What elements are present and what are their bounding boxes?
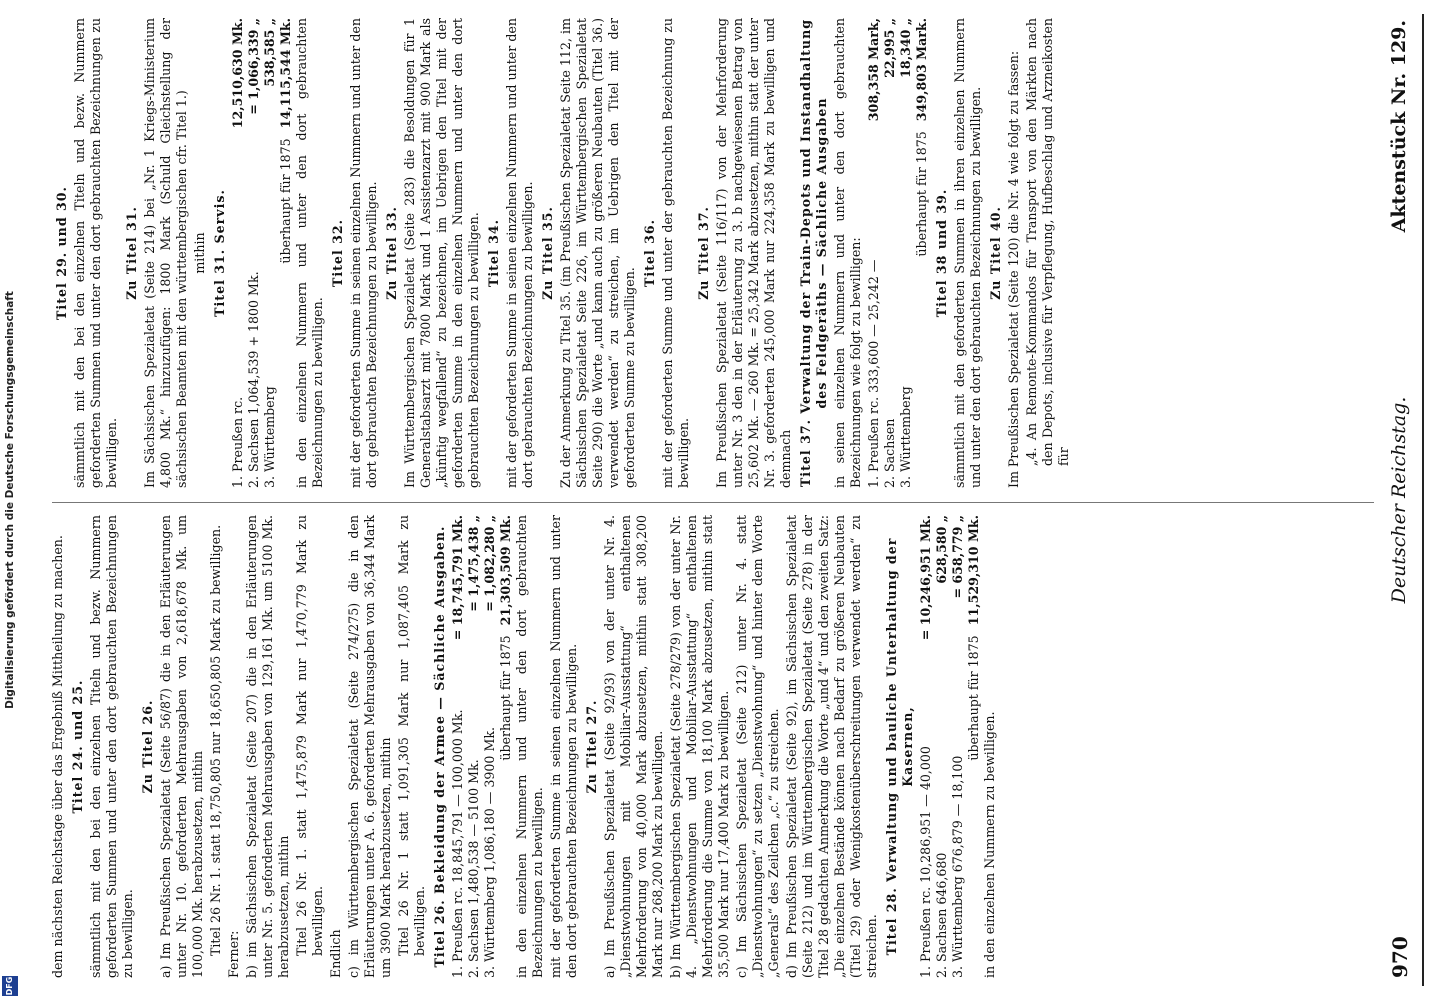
sum-row: 3. Württemberg 538,585 „: [262, 18, 277, 488]
sum-table: [450, 515, 514, 978]
sum-row: 2. Sachsen 646,680 628,580 „: [934, 515, 949, 978]
paragraph: Im Preußischen Spezialetat (Seite 116/117) von der Mehrforderung unter Nr. 3 den in der Erläuterung zu 3. b nachgewiesenen Betrag von 25,602 Mk. — 260 Mk. = 25,342 Mark abzusetzen, mithin statt der unter Nr. 3. geforderten 245,000 Mark nur 224,358 Mark zu bewilligen und demnach: [714, 18, 793, 488]
page-number: 970: [1388, 936, 1412, 978]
section-heading: Titel 36.: [642, 218, 657, 288]
paragraph: mit der geforderten Summe und unter der gebrauchten Bezeichnung zu bewilligen.: [660, 18, 691, 488]
document-number: Aktenstück Nr. 129.: [1388, 20, 1410, 233]
paragraph: Im Sächsischen Spezialetat (Seite 214) bei „Nr. 1 Kriegs-Ministerium 4,800 Mk.“ hinzuzufügen: 1800 Mark (Schuld Gleichstellung der sächsischen Beamten mit den württembergischen cfr. Titel 1.): [142, 18, 189, 488]
section-heading: Zu Titel 26.: [140, 699, 155, 794]
paragraph: Endlich: [328, 929, 343, 978]
section-heading: Zu Titel 40.: [988, 206, 1003, 300]
paragraph: Titel 26 Nr. 1. statt 18,750,805 nur 18,650,805 Mark zu bewilligen.: [208, 524, 223, 956]
section-heading: Zu Titel 27.: [584, 699, 599, 794]
paragraph: in den einzelnen Nummern zu bewilligen.: [982, 711, 997, 978]
sum-row: 3. Württemberg 18,340 „: [898, 18, 913, 488]
paragraph: dem nächsten Reichstage über das Ergebniß Mittheilung zu machen.: [50, 535, 65, 978]
paragraph: in den einzelnen Nummern und unter den dort gebrauchten Bezeichnungen zu bewilligen.: [294, 18, 325, 488]
sum-row: 2. Sachsen 1,064,539 + 1800 Mk. = 1,066,339 „: [246, 18, 261, 488]
sum-row: 1. Preußen rc. 333,600 — 25,242 — 308,358 Mark,: [866, 18, 881, 488]
sum-row: 1. Preußen rc. 10,286,951 — 40,000 = 10,246,951 Mk.: [918, 515, 933, 978]
sum-table: [230, 18, 294, 488]
paragraph: mit der geforderten Summe in seinen einzelnen Nummern und unter den dort gebrauchten Bezeichnungen zu bewilligen.: [348, 18, 379, 488]
dfg-logo: DFG: [2, 976, 18, 996]
section-heading: Titel 29. und 30.: [54, 186, 69, 320]
section-heading: Zu Titel 35.: [540, 206, 555, 300]
paragraph: d) Im Preußischen Spezialetat (Seite 92), im Sächsischen Spezialetat (Seite 212) und im Württembergischen Spezialetat (Seite 278) in der Titel 28 gedachten Anmerkung die Worte „und 4“ und den zweiten Satz: „Die einzelnen Bestände können nach Bedarf zu größeren Neubauten (Titel 29) oder Wenigkostenüberschreitungen verwendet werden“ zu streichen.: [784, 515, 879, 978]
section-heading: Titel 28. Verwaltung und bauliche Unterhaltung der Kasernen,: [884, 537, 915, 956]
sum-table: [866, 18, 930, 488]
sum-row: 2. Sachsen 22,995 „: [882, 18, 897, 488]
paragraph: mit der geforderten Summe in seinen einzelnen Nummern und unter den dort gebrauchten Bezeichnungen zu bewilligen.: [548, 515, 579, 978]
paragraph: „4. An Remonte-Kommandos für Transport von den Märkten nach den Depots, inclusive für Verpflegung, Hufbeschlag und Arzneikosten für: [1024, 18, 1071, 466]
paragraph: Titel 26 Nr. 1. statt 1,475,879 Mark nur 1,470,779 Mark zu bewilligen.: [294, 515, 325, 956]
paragraph: sämmtlich mit den bei den einzelnen Titeln und bezw. Nummern geforderten Summen und unter den dort gebrauchten Bezeichnungen zu bewilligen.: [88, 515, 135, 978]
section-heading: Zu Titel 33.: [384, 206, 399, 300]
sum-row: 3. Württemberg 1,086,180 — 3900 Mk. = 1,082,280 „: [482, 515, 497, 978]
paragraph: a) Im Preußischen Spezialetat (Seite 56/87) die in den Erläuterungen unter Nr. 10. geforderten Mehrausgaben von 2,618,678 Mk. um 100,000 Mk. herabzusetzen, mithin: [158, 515, 205, 978]
header-rule: [1422, 14, 1424, 986]
section-heading: Titel 32.: [330, 218, 345, 288]
section-heading: Zu Titel 31.: [124, 206, 139, 300]
sum-total: überhaupt für 1875 349,803 Mark.: [914, 18, 929, 257]
section-heading: Zu Titel 37.: [696, 206, 711, 300]
section-heading: Titel 34.: [486, 218, 501, 288]
sum-total: überhaupt für 1875 14,115,544 Mk.: [278, 18, 293, 264]
paragraph: a) Im Preußischen Spezialetat (Seite 92/93) von der unter Nr. 4. „Dienstwohnungen mit Mobiliar-Ausstattung“ enthaltenen Mehrforderung von 40,000 Mark abzusetzen, mithin statt 308,200 Mark nur 268,200 Mark zu bewilligen.: [602, 515, 665, 978]
column-divider: [52, 502, 1374, 503]
paragraph: mit der geforderten Summe in seinen einzelnen Nummern und unter den dort gebrauchten Bezeichnungen zu bewilligen.: [504, 18, 535, 488]
paragraph: mithin: [192, 232, 207, 274]
paragraph: Ferner:: [226, 930, 241, 978]
section-heading: Titel 38 und 39.: [934, 188, 949, 318]
sum-row: 3. Württemberg 676,879 — 18,100 = 658,779 „: [950, 515, 965, 978]
section-heading: Titel 26. Bekleidung der Armee — Sächliche Ausgaben.: [432, 525, 447, 968]
sum-table: [918, 515, 982, 978]
paragraph: c) Im Sächsischen Spezialetat (Seite 212) unter Nr. 4. statt „Dienstwohnungen“ zu setzen „Dienstwohnung“ und hinter dem Worte „Generals“ des Zeilchen „c.“ zu streichen.: [734, 515, 781, 978]
paragraph: b) im Sächsischen Spezialetat (Seite 207) die in den Erläuterungen unter Nr. 5. geforderten Mehrausgaben von 129,161 Mk. um 5100 Mk. herabzusetzen, mithin: [244, 515, 291, 978]
paragraph: in seinen einzelnen Nummern und unter den dort gebrauchten Bezeichnungen wie folgt zu bewilligen:: [832, 18, 863, 488]
section-heading: Titel 37. Verwaltung der Train-Depots und Instandhaltung des Feldgeräths — Sächliche Ausgaben: [798, 18, 829, 488]
sum-row: 2. Sachsen 1,480,538 — 5100 Mk. = 1,475,438 „: [466, 515, 481, 978]
left-column: [50, 515, 1374, 978]
sum-total: überhaupt für 1875 21,303,509 Mk.: [498, 515, 513, 761]
paragraph: Zu der Anmerkung zu Titel 35. (im Preußischen Spezialetat Seite 112, im Sächsischen Spezialetat Seite 226, im Württembergischen Spezialetat Seite 290) die Worte „und kann auch zu größeren Neubauten (Titel 36.) verwendet werden“ zu streichen, im Uebrigen den Titel mit der geforderten Summe zu bewilligen.: [558, 18, 637, 488]
sum-row: 1. Preußen rc. 18,845,791 — 100,000 Mk. = 18,745,791 Mk.: [450, 515, 465, 978]
paragraph: Im Württembergischen Spezialetat (Seite 283) die Besoldungen für 1 Generalstabsarzt mit 7800 Mark und 1 Assistenzarzt mit 900 Mark als „künftig wegfallend“ zu bezeichnen, im Uebrigen den Titel mit der geforderten Summe in den einzelnen Nummern und unter den dort gebrauchten Bezeichnungen zu bewilligen.: [402, 18, 481, 488]
section-heading: Titel 24. und 25.: [70, 679, 85, 814]
page-header: [1382, 0, 1422, 1000]
right-column: [50, 18, 1374, 488]
sum-row: 1. Preußen rc. 12,510,630 Mk.: [230, 18, 245, 488]
paragraph: sämmtlich mit den geforderten Summen in ihren einzelnen Nummern und unter den dort gebrauchten Bezeichnungen zu bewilligen.: [952, 18, 983, 488]
sum-total: überhaupt für 1875 11,529,310 Mk.: [966, 515, 981, 761]
paragraph: Im Preußischen Spezialetat (Seite 120) die Nr. 4 wie folgt zu fassen:: [1006, 50, 1021, 488]
digitization-note: Digitalisierung gefördert durch die Deutsche Forschungsgemeinschaft: [4, 291, 16, 709]
paragraph: sämmtlich mit den bei den einzelnen Titeln und bezw. Nummern geforderten Summen und unter den dort gebrauchten Bezeichnungen zu bewilligen.: [72, 18, 119, 488]
section-heading: Titel 31. Servis.: [212, 189, 227, 317]
paragraph: Titel 26 Nr. 1 statt 1,091,305 Mark nur 1,087,405 Mark zu bewilligen.: [396, 515, 427, 956]
paragraph: c) im Württembergischen Spezialetat (Seite 274/275) die in den Erläuterungen unter A. 6. geforderten Mehrausgaben von 36,344 Mark um 3900 Mark herabzusetzen, mithin: [346, 515, 393, 978]
running-title: Deutscher Reichstag.: [1388, 396, 1410, 604]
footer-strip: [0, 0, 24, 1000]
paragraph: b) Im Württembergischen Spezialetat (Seite 278/279) von der unter Nr. 4. „Dienstwohnungen und Mobiliar-Ausstattung“ enthaltenen Mehrforderung die Summe von 18,100 Mark abzusetzen, mithin statt 35,500 Mark nur 17,400 Mark zu bewilligen.: [668, 515, 731, 978]
paragraph: in den einzelnen Nummern und unter den dort gebrauchten Bezeichnungen zu bewilligen.: [514, 515, 545, 978]
